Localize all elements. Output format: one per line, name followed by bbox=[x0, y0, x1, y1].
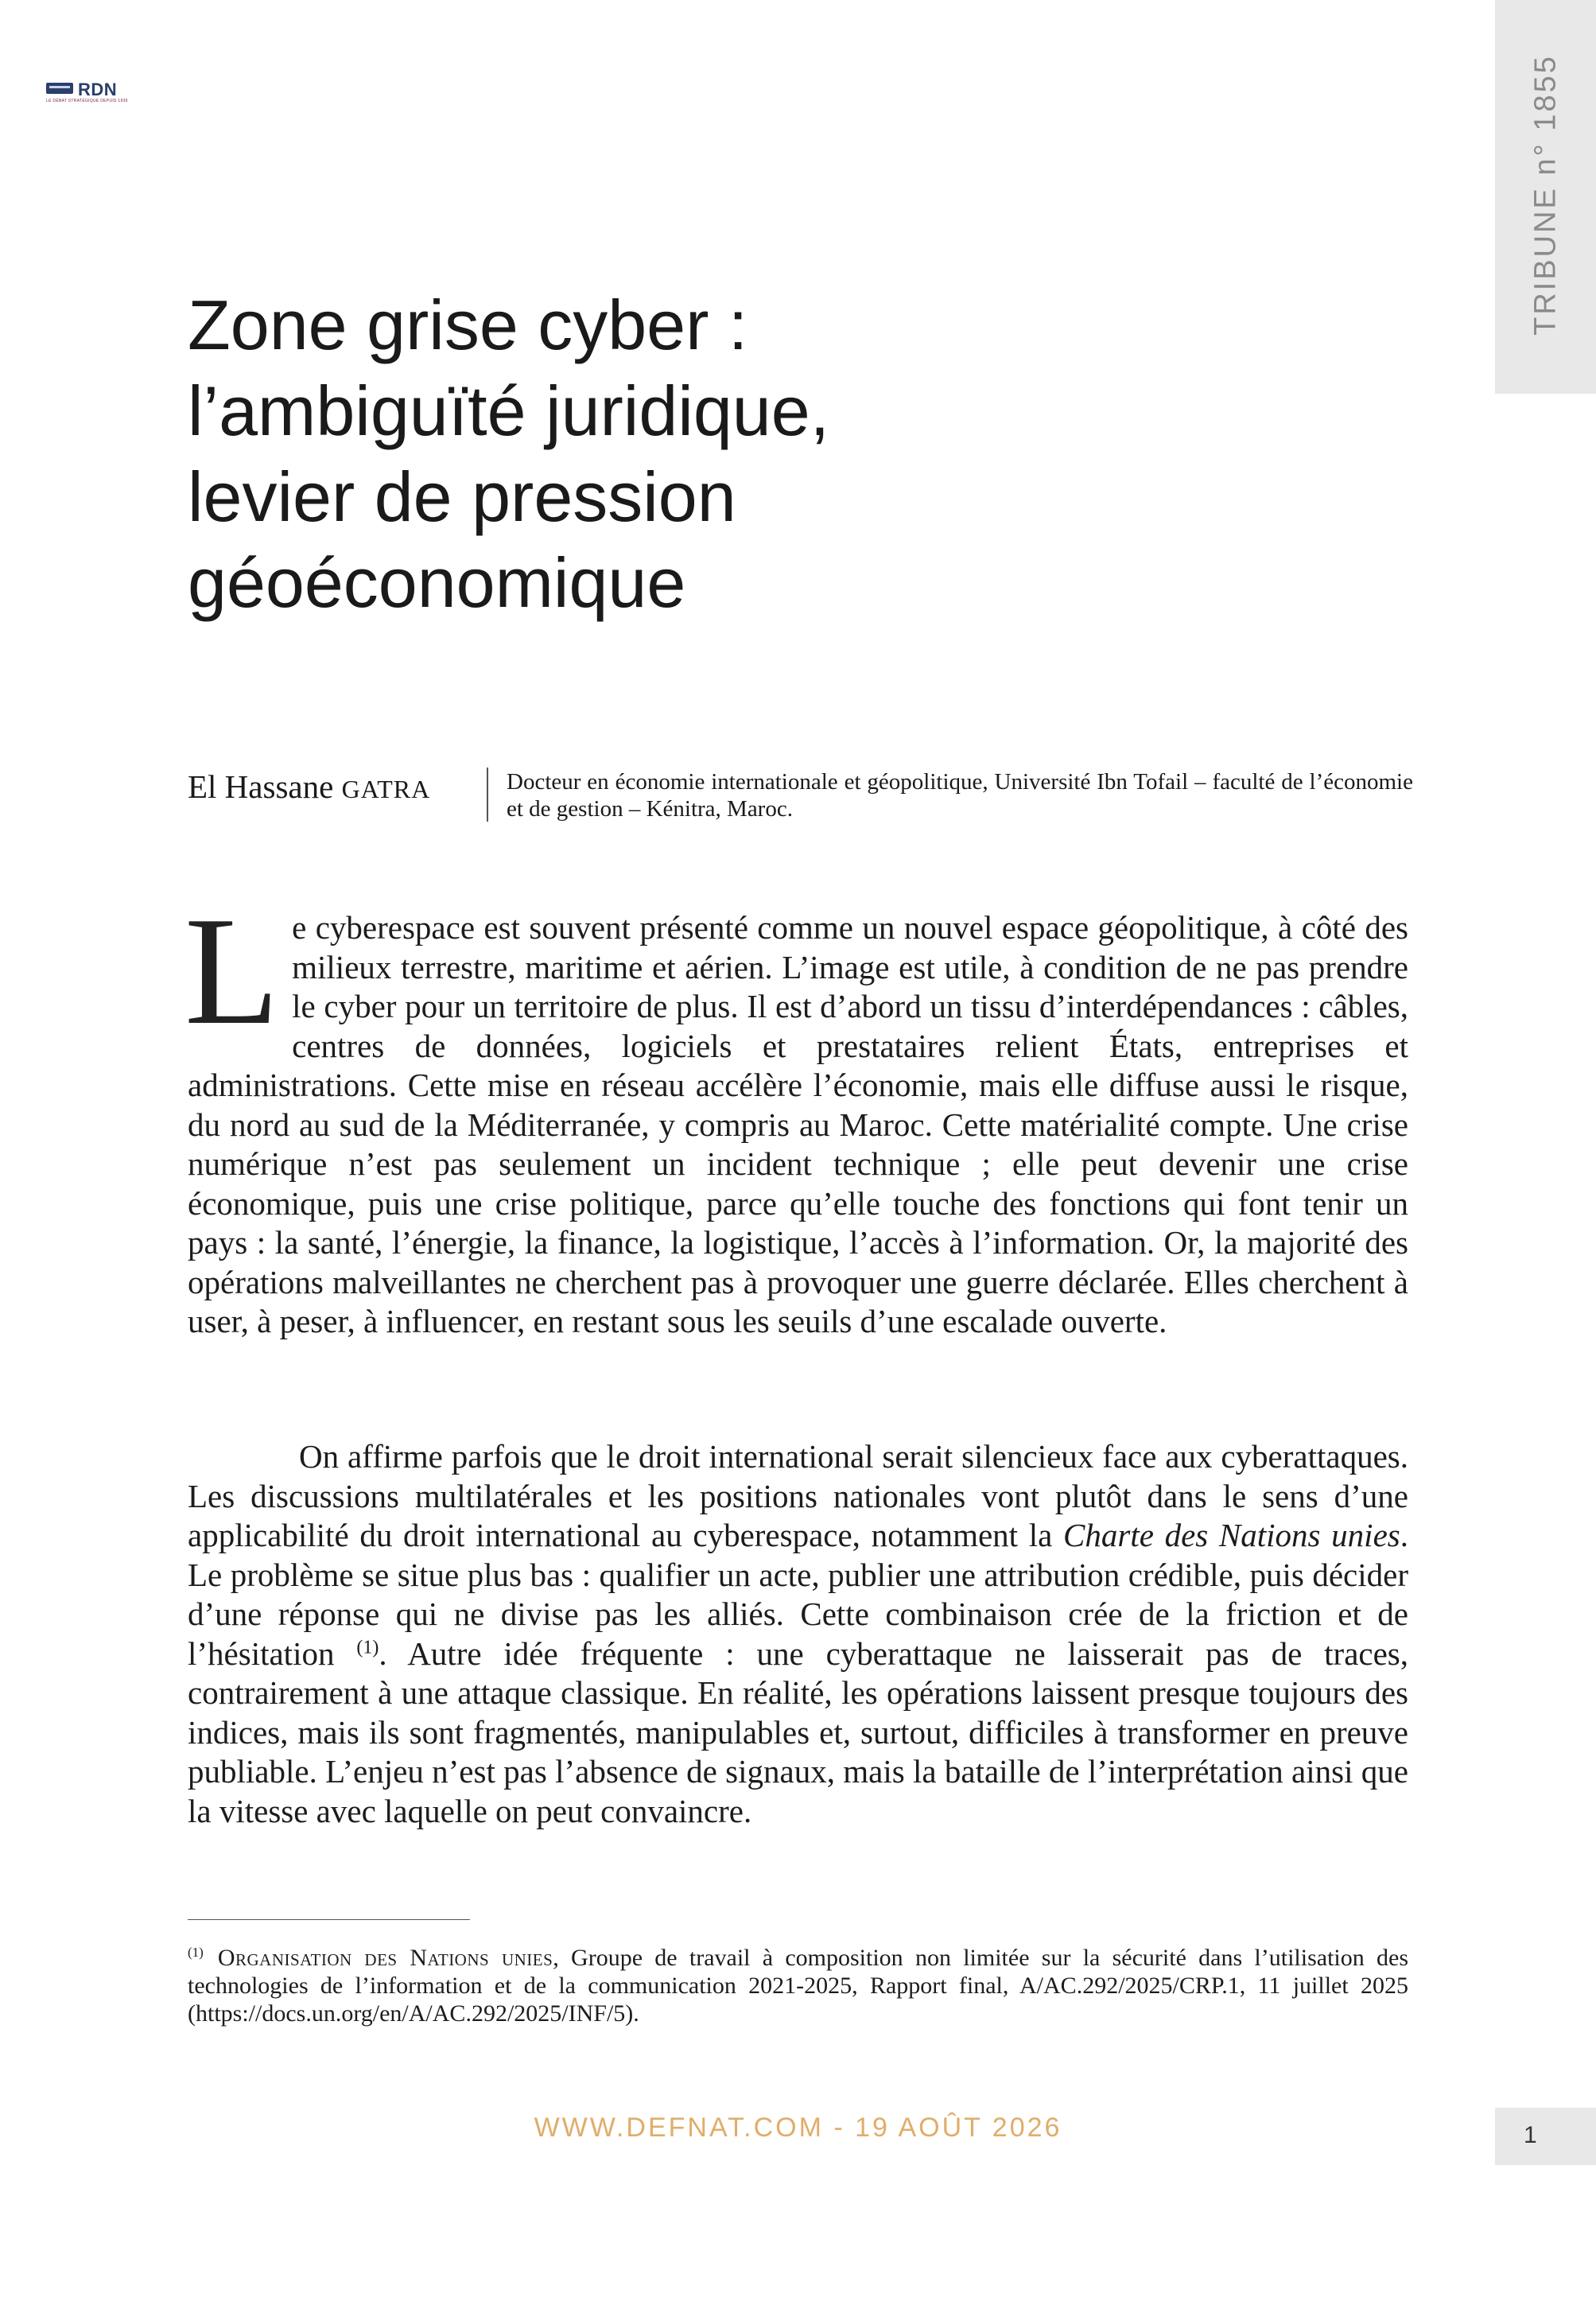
author-name bbox=[188, 768, 430, 806]
footnote-organization: Organisation des Nations unies bbox=[217, 1945, 553, 1971]
rdn-logo bbox=[46, 80, 150, 103]
drop-cap: L bbox=[184, 885, 280, 1057]
logo-abbreviation: RDN bbox=[78, 80, 118, 99]
paragraph-2-text-b: . Le problème se situe plus bas : qualifier un acte, publier une attribution crédible, puis décider d’une réponse qui ne divise pas les alliés. Cette combinaison crée de la friction et de l’hésitation bbox=[188, 1517, 1408, 1672]
tribune-number-label: TRIBUNE n° 1855 bbox=[1528, 54, 1562, 336]
author-first-name: El Hassane bbox=[188, 768, 334, 805]
footnote-divider bbox=[188, 1919, 470, 1920]
article-title bbox=[188, 282, 1221, 626]
author-last-name: GATRA bbox=[341, 775, 431, 803]
footnote-reference[interactable]: (1) bbox=[356, 1636, 379, 1658]
logo-emblem-icon bbox=[46, 83, 73, 94]
title-line: géoéconomique bbox=[188, 543, 686, 622]
paragraph-2-text-a: On affirme parfois que le droit international serait silencieux face aux cyberattaques. Les discussions multilatérales et les positions nationales vont plutôt dans le sens d’une applicabilité du droit international au cyberespace, notamment la bbox=[188, 1438, 1408, 1553]
page-number: 1 bbox=[1524, 2122, 1537, 2148]
author-affiliation: Docteur en économie internationale et géopolitique, Université Ibn Tofail – faculté de l’économie et de gestion – Kénitra, Maroc. bbox=[507, 769, 1413, 822]
paragraph-1 bbox=[184, 885, 1408, 1342]
title-line: l’ambiguïté juridique, bbox=[188, 371, 830, 450]
footer-site-date[interactable]: WWW.DEFNAT.COM - 19 AOÛT 2026 bbox=[534, 2112, 1062, 2143]
title-line: Zone grise cyber : bbox=[188, 286, 748, 364]
paragraph-2-text-c: . Autre idée fréquente : une cyberattaque ne laisserait pas de traces, contrairement à une attaque classique. En réalité, les opérations laissent presque toujours des indices, mais ils sont fragmentés, manipulables et, surtout, difficiles à transformer en preuve publiable. L’enjeu n’est pas l’absence de signaux, mais la bataille de l’interprétation ainsi que la vitesse avec laquelle on peut convaincre. bbox=[188, 1634, 1408, 1829]
logo-tagline: LE DÉBAT STRATÉGIQUE DEPUIS 1939 bbox=[46, 99, 128, 103]
paragraph-1-text: e cyberespace est souvent présenté comme un nouvel espace géopolitique, à côté des milieux terrestre, maritime et aérien. L’image est utile, à condition de ne pas prendre le cyber pour un territoire de plus. Il est d’abord un tissu d’interdépendances : câbles, centres de données, logiciels et prestataires relient États, entreprises et administrations. Cette mise en réseau accélère l’économie, mais elle diffuse aussi le risque, du nord au sud de la Méditerranée, y compris au Maroc. Cette matérialité compte. Une crise numérique n’est pas seulement un incident technique ; elle peut devenir une crise économique, puis une crise politique, parce qu’elle touche des fonctions qui font tenir un pays : la santé, l’énergie, la finance, la logistique, l’accès à l’information. Or, la majorité des opérations malveillantes ne cherchent pas à provoquer une guerre déclarée. Elles cherchent à user, à peser, à influencer, en restant sous les seuils d’une escalade ouverte. bbox=[188, 909, 1408, 1339]
page-number-tab bbox=[1495, 2108, 1596, 2165]
author-divider bbox=[487, 768, 488, 822]
title-line: levier de pression bbox=[188, 457, 736, 536]
tribune-side-tab bbox=[1495, 0, 1596, 394]
footnote-1 bbox=[188, 1938, 1408, 2027]
footnote-text: , Groupe de travail à composition non limitée sur la sécurité dans l’utilisation des technologies de l’information et de la communication 2021-2025, Rapport final, A/AC.292/2025/CRP.1, 11 juillet 2025 (https://docs.un.org/en/A/AC.292/2025/INF/5). bbox=[188, 1945, 1409, 2027]
charter-title: Charte des Nations unies bbox=[1063, 1517, 1400, 1553]
footnote-mark: (1) bbox=[188, 1945, 204, 1960]
paragraph-2 bbox=[188, 1437, 1408, 1831]
